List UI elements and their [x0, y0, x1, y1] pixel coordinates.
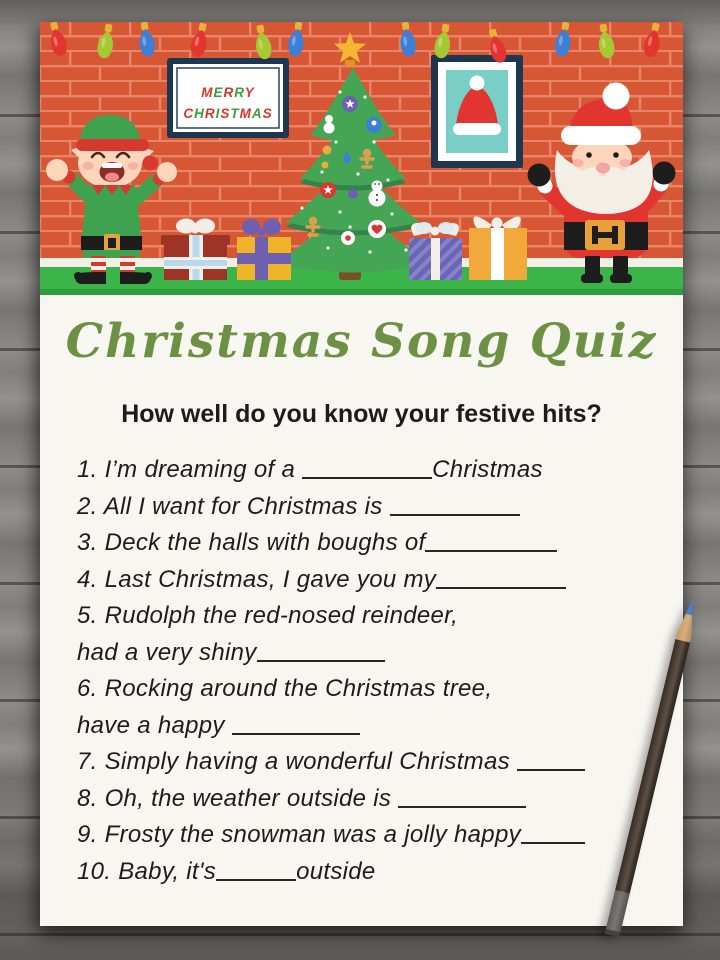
- quiz-line-text: Christmas: [432, 456, 543, 483]
- quiz-line: [77, 525, 667, 562]
- quiz-line: [77, 781, 667, 818]
- answer-blank: [216, 875, 296, 881]
- answer-blank: [517, 765, 585, 771]
- quiz-line-text: 10. Baby, it's: [77, 857, 217, 885]
- sign-text-line: CHRISTMAS: [183, 105, 273, 121]
- merry-christmas-sign-text: [167, 68, 289, 138]
- quiz-line: [77, 598, 667, 635]
- quiz-line: [77, 562, 667, 599]
- quiz-line: [77, 708, 667, 745]
- illustration-svg: [40, 22, 683, 295]
- quiz-line: [77, 489, 667, 526]
- quiz-question-list: [77, 452, 667, 890]
- answer-blank: [398, 802, 526, 808]
- gift-box-orange: [469, 216, 527, 280]
- quiz-line: [77, 671, 667, 708]
- quiz-line-text: had a very shiny: [77, 638, 257, 666]
- santa-hat-picture-frame: [431, 55, 523, 168]
- christmas-illustration: [40, 22, 683, 295]
- quiz-line-text: 5. Rudolph the red-nosed reindeer,: [77, 602, 459, 629]
- answer-blank: [521, 838, 585, 844]
- quiz-line: [77, 817, 667, 854]
- quiz-line-text: 1. I’m dreaming of a: [77, 456, 303, 483]
- quiz-line-text: 7. Simply having a wonderful Christmas: [77, 748, 517, 775]
- quiz-line-text: outside: [296, 857, 376, 885]
- quiz-line: [77, 854, 667, 891]
- quiz-line-text: have a happy: [77, 711, 232, 739]
- quiz-line-text: 4. Last Christmas, I gave you my: [77, 565, 437, 593]
- quiz-line: [77, 635, 667, 672]
- quiz-subtitle: How well do you know your festive hits?: [121, 400, 602, 428]
- quiz-line-text: 2. All I want for Christmas is: [77, 492, 390, 520]
- answer-blank: [257, 656, 385, 662]
- answer-blank: [232, 729, 360, 735]
- quiz-line-text: 8. Oh, the weather outside is: [77, 784, 399, 812]
- quiz-line: [77, 452, 667, 489]
- quiz-line-text: 3. Deck the halls with boughs of: [77, 529, 426, 556]
- answer-blank: [302, 473, 432, 479]
- answer-blank: [390, 510, 520, 516]
- answer-blank: [436, 583, 566, 589]
- quiz-line: [77, 744, 667, 781]
- quiz-line-text: 6. Rocking around the Christmas tree,: [77, 675, 493, 702]
- quiz-title: Christmas Song Quiz: [65, 314, 658, 369]
- quiz-line-text: 9. Frosty the snowman was a jolly happy: [77, 821, 521, 848]
- gift-box-purple: [409, 222, 462, 280]
- answer-blank: [425, 546, 557, 552]
- quiz-card: [40, 22, 683, 926]
- sign-text-line: MERRY: [201, 85, 255, 100]
